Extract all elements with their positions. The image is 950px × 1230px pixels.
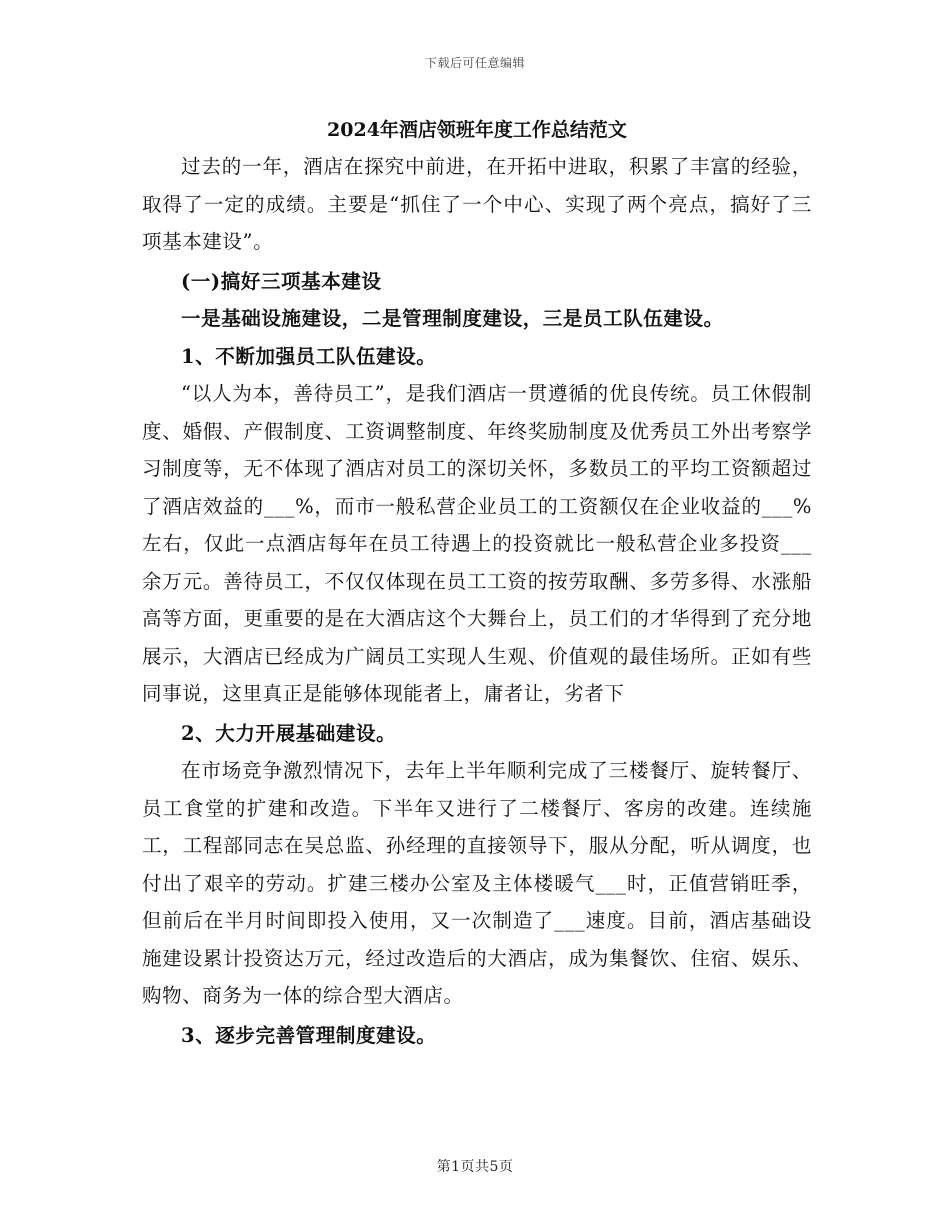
section-heading-1: (一)搞好三项基本建设 (181, 269, 382, 293)
summary-heading: 一是基础设施建设，二是管理制度建设，三是员工队伍建设。 (181, 307, 724, 330)
subsection-heading-1: 1、不断加强员工队伍建设。 (181, 344, 437, 368)
header-note: 下载后可任意编辑 (424, 56, 525, 70)
subsection-heading-3: 3、逐步完善管理制度建设。 (181, 1023, 437, 1047)
staff-paragraph: “以人为本，善待员工”，是我们酒店一贯遵循的优良传统。员工休假制度、婚假、产假制度、工资调整制度、年终奖励制度及优秀员工外出考察学习制度等，无不体现了酒店对员工的深切关怀，多数员工的平均工资额超过了酒店效益的___%，而市一般私营企业员工的工资额仅在企业收益的___%左右，仅此一点酒店每年在员工待遇上的投资就比一般私营企业多投资___余万元。善待员工，不仅仅体现在员工工资的按劳取酬、多劳多得、水涨船高等方面，更重要的是在大酒店这个大舞台上，员工们的才华得到了充分地展示，大酒店已经成为广阔员工实现人生观、价值观的最佳场所。正如有些同事说，这里真正是能够体现能者上，庸者让，劣者下 (142, 382, 812, 705)
page-number: 第1页共5页 (436, 1159, 514, 1175)
subsection-heading-2: 2、大力开展基础建设。 (181, 721, 397, 745)
infrastructure-paragraph: 在市场竞争激烈情况下，去年上半年顺利完成了三楼餐厅、旋转餐厅、员工食堂的扩建和改造。下半年又进行了二楼餐厅、客房的改建。连续施工，工程部同志在吴总监、孙经理的直接领导下，服从分配，听从调度，也付出了艰辛的劳动。扩建三楼办公室及主体楼暖气___时，正值营销旺季，但前后在半月时间即投入使用，又一次制造了___速度。目前，酒店基础设施建设累计投资达万元，经过改造后的大酒店，成为集餐饮、住宿、娱乐、购物、商务为一体的综合型大酒店。 (142, 759, 812, 1007)
intro-paragraph: 过去的一年，酒店在探究中前进，在开拓中进取，积累了丰富的经验，取得了一定的成绩。主要是“抓住了一个中心、实现了两个亮点，搞好了三项基本建设”。 (142, 155, 812, 253)
document-title: 2024年酒店领班年度工作总结范文 (327, 119, 627, 141)
document-body (142, 112, 812, 1054)
